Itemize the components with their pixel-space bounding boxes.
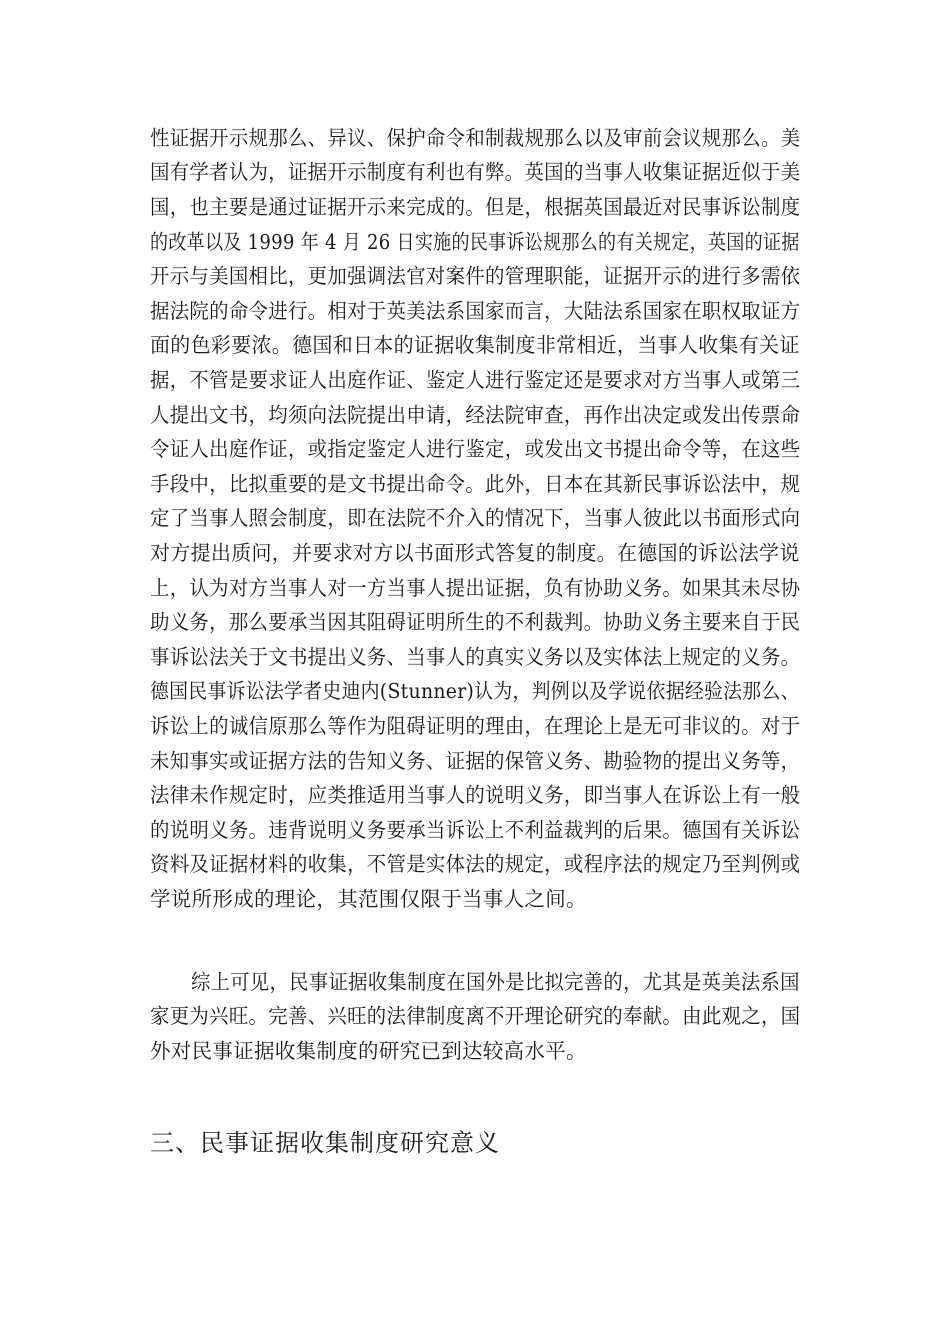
text-line: 未知事实或证据方法的告知义务、证据的保管义务、勘验物的提出义务等， xyxy=(150,749,801,773)
text-line: 定了当事人照会制度，即在法院不介入的情况下，当事人彼此以书面形式向 xyxy=(150,506,801,530)
text-line: 据法院的命令进行。相对于英美法系国家而言，大陆法系国家在职权取证方 xyxy=(150,299,801,323)
text-line: 对方提出质问，并要求对方以书面形式答复的制度。在德国的诉讼法学说 xyxy=(150,541,800,565)
text-line: 资料及证据材料的收集，不管是实体法的规定，或程序法的规定乃至判例或 xyxy=(150,852,801,876)
text-line: 综上可见，民事证据收集制度在国外是比拟完善的，尤其是英美法系国 xyxy=(191,970,800,994)
text-line: 面的色彩要浓。德国和日本的证据收集制度非常相近，当事人收集有关证 xyxy=(150,333,800,357)
text-line: 外对民事证据收集制度的研究已到达较高水平。 xyxy=(150,1039,587,1063)
text-line: 助义务，那么要承当因其阻碍证明所生的不利裁判。协助义务主要来自于民 xyxy=(150,610,801,634)
section-heading: 三、民事证据收集制度研究意义 xyxy=(150,1129,500,1157)
text-line: 法律未作规定时，应类推适用当事人的说明义务，即当事人在诉讼上有一般 xyxy=(150,783,801,807)
text-line: 手段中，比拟重要的是文书提出命令。此外，日本在其新民事诉讼法中，规 xyxy=(150,472,801,496)
text-line: 开示与美国相比，更加强调法官对案件的管理职能，证据开示的进行多需依 xyxy=(150,264,801,288)
text-line: 据，不管是要求证人出庭作证、鉴定人进行鉴定还是要求对方当事人或第三 xyxy=(150,368,801,392)
text-line: 的改革以及 1999 年 4 月 26 日实施的民事诉讼规那么的有关规定，英国的证据 xyxy=(150,230,800,254)
text-line: 人提出文书，均须向法院提出申请，经法院审查，再作出决定或发出传票命 xyxy=(150,403,801,427)
text-line: 诉讼上的诚信原那么等作为阻碍证明的理由，在理论上是无可非议的。对于 xyxy=(150,714,801,738)
text-line: 性证据开示规那么、异议、保护命令和制裁规那么以及审前会议规那么。美 xyxy=(150,126,801,150)
text-line: 的说明义务。违背说明义务要承当诉讼上不利益裁判的后果。德国有关诉讼 xyxy=(150,818,801,842)
text-line: 上，认为对方当事人对一方当事人提出证据，负有协助义务。如果其未尽协 xyxy=(150,576,801,600)
text-line: 学说所形成的理论，其范围仅限于当事人之间。 xyxy=(150,887,587,911)
text-line: 事诉讼法关于文书提出义务、当事人的真实义务以及实体法上规定的义务。 xyxy=(150,645,801,669)
text-line: 德国民事诉讼法学者史迪内(Stunner)认为，判例以及学说依据经验法那么、 xyxy=(150,679,800,703)
text-line: 家更为兴旺。完善、兴旺的法律制度离不开理论研究的奉献。由此观之，国 xyxy=(150,1004,801,1028)
text-line: 国有学者认为，证据开示制度有利也有弊。英国的当事人收集证据近似于美 xyxy=(150,160,801,184)
text-line: 国，也主要是通过证据开示来完成的。但是，根据英国最近对民事诉讼制度 xyxy=(150,195,801,219)
text-line: 令证人出庭作证，或指定鉴定人进行鉴定，或发出文书提出命令等，在这些 xyxy=(150,437,801,461)
